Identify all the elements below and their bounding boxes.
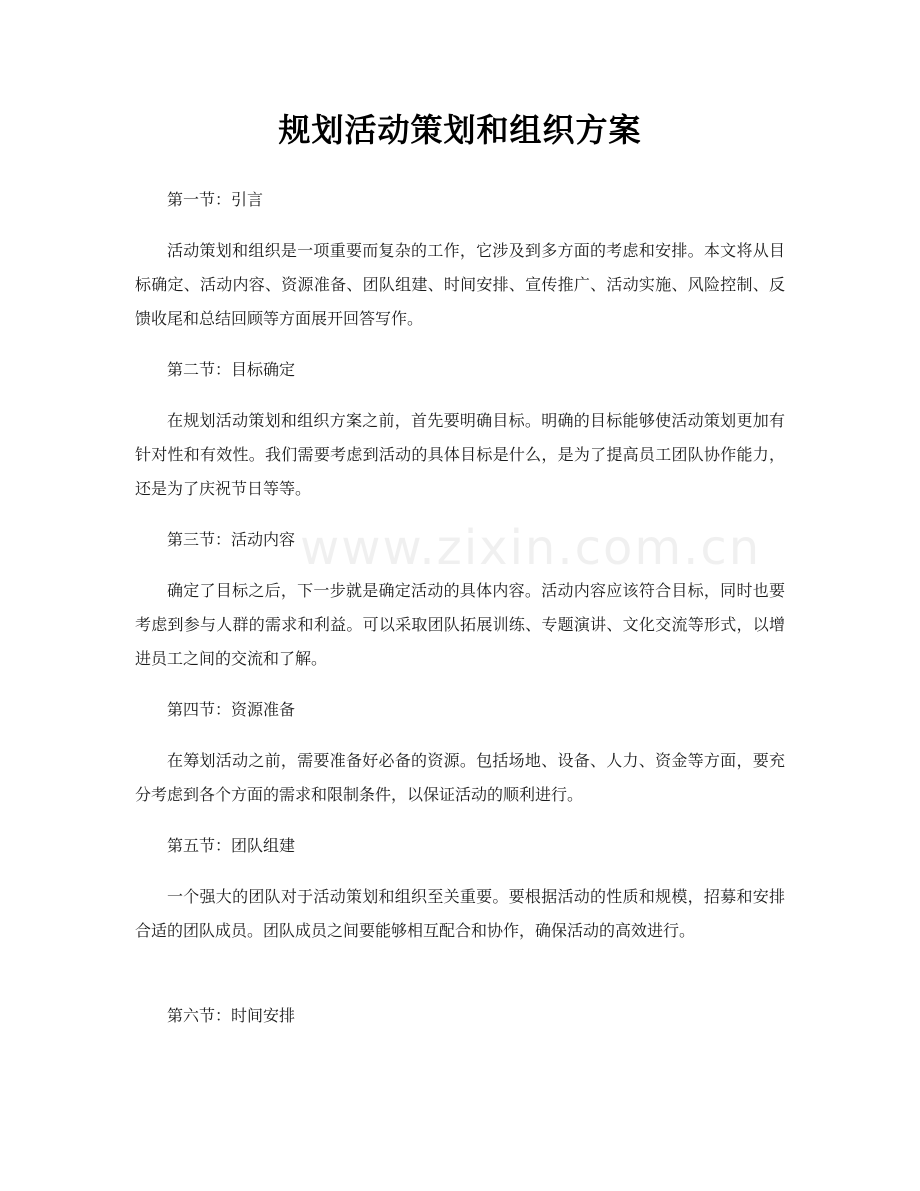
section-paragraph-3: 确定了目标之后，下一步就是确定活动的具体内容。活动内容应该符合目标，同时也要考虑到参与人群的需求和利益。可以采取团队拓展训练、专题演讲、文化交流等形式，以增进员工之间的交流和了解。 bbox=[135, 581, 785, 668]
section-paragraph-2: 在规划活动策划和组织方案之前，首先要明确目标。明确的目标能够使活动策划更加有针对性和有效性。我们需要考虑到活动的具体目标是什么，是为了提高员工团队协作能力，还是为了庆祝节日等等。 bbox=[135, 411, 785, 498]
section-heading-1: 第一节：引言 bbox=[167, 190, 264, 209]
section-heading-6: 第六节：时间安排 bbox=[167, 1006, 296, 1025]
section-heading-2: 第二节：目标确定 bbox=[167, 360, 296, 379]
section-paragraph-5: 一个强大的团队对于活动策划和组织至关重要。要根据活动的性质和规模，招募和安排合适的团队成员。团队成员之间要能够相互配合和协作，确保活动的高效进行。 bbox=[135, 887, 785, 940]
section-heading-4: 第四节：资源准备 bbox=[167, 700, 296, 719]
section-heading-3: 第三节：活动内容 bbox=[167, 530, 296, 549]
section-paragraph-1: 活动策划和组织是一项重要而复杂的工作，它涉及到多方面的考虑和安排。本文将从目标确定、活动内容、资源准备、团队组建、时间安排、宣传推广、活动实施、风险控制、反馈收尾和总结回顾等方面展开回答写作。 bbox=[135, 241, 785, 328]
watermark: www.zixin.com.cn bbox=[300, 520, 762, 576]
section-paragraph-4: 在筹划活动之前，需要准备好必备的资源。包括场地、设备、人力、资金等方面，要充分考虑到各个方面的需求和限制条件，以保证活动的顺利进行。 bbox=[135, 751, 785, 804]
page-title: 规划活动策划和组织方案 bbox=[278, 111, 642, 149]
section-heading-5: 第五节：团队组建 bbox=[167, 836, 296, 855]
